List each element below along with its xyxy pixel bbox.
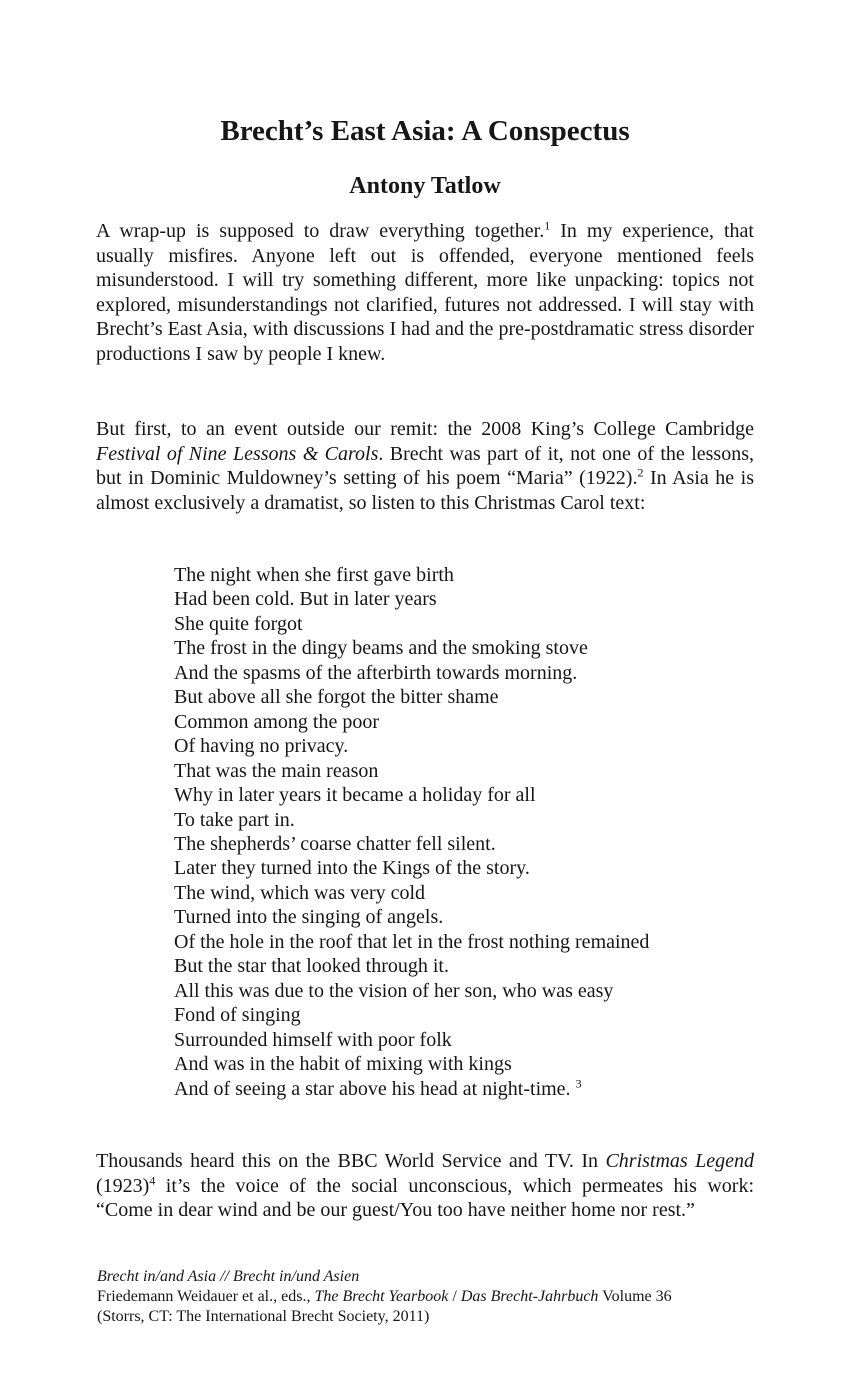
paragraph-text: it’s the voice of the social unconscious, which permeates his work: “Come in dear wind and be our guest/You too have neither home nor rest.”: [96, 1174, 754, 1222]
poem-line: Fond of singing: [174, 1004, 301, 1027]
paragraph-text: . Brecht was part of it, not one of the lessons, but in Dominic Muldowney’s setting of his poem “Maria” (1922).: [96, 442, 754, 490]
footer-yearbook-title: The Brecht Yearbook: [314, 1288, 449, 1305]
poem-line: The frost in the dingy beams and the smoking stove: [174, 637, 588, 660]
poem-line: Of the hole in the roof that let in the frost nothing remained: [174, 930, 650, 953]
poem-line: She quite forgot: [174, 612, 303, 635]
poem-line: And the spasms of the afterbirth towards morning.: [174, 661, 578, 684]
poem-line: All this was due to the vision of her son, who was easy: [174, 979, 614, 1002]
poem-block: [174, 563, 754, 1101]
footnote-marker-3: 3: [575, 1075, 582, 1090]
paragraph-carol-intro: [96, 417, 754, 515]
paragraph-text: Thousands heard this on the BBC World Service and TV. In: [96, 1150, 606, 1172]
footer-publisher-line: (Storrs, CT: The International Brecht Society, 2011): [97, 1308, 430, 1325]
poem-line-text: And of seeing a star above his head at night-time.: [174, 1077, 571, 1100]
paragraph-intro: [96, 219, 754, 367]
paragraph-christmas-legend: [96, 1149, 754, 1223]
paragraph-text: In my experience, that usually misfires. Anyone left out is offended, everyone mentioned feels misunderstood. I will try something different, more like unpacking: topics not explored, misunderstandings not clarified, futures not addressed. I will stay with Brecht’s East Asia, with discussions I had and the pre-postdramatic stress disorder productions I saw by people I knew.: [96, 220, 754, 365]
poem-line: Surrounded himself with poor folk: [174, 1028, 452, 1051]
italic-festival-title: Festival of Nine Lessons & Carols: [96, 442, 379, 465]
poem-line: But above all she forgot the bitter shame: [174, 686, 499, 709]
poem-line: The wind, which was very cold: [174, 881, 426, 904]
poem-line: And was in the habit of mixing with kings: [174, 1053, 512, 1076]
citation-footer: [97, 1267, 777, 1327]
poem-line: Turned into the singing of angels.: [174, 906, 444, 929]
poem-line: The shepherds’ coarse chatter fell silent.: [174, 832, 496, 855]
footer-text: Friedemann Weidauer et al., eds.,: [97, 1288, 315, 1305]
footnote-marker-4: 4: [149, 1172, 156, 1187]
poem-line: Had been cold. But in later years: [174, 588, 437, 611]
footer-text: Volume 36: [598, 1288, 672, 1305]
paragraph-text: (1923): [96, 1174, 150, 1197]
footer-volume-title: Brecht in/and Asia // Brecht in/und Asien: [97, 1268, 360, 1285]
footer-editors-line: [97, 1287, 777, 1307]
footer-jahrbuch-title: Das Brecht-Jahrbuch: [460, 1288, 599, 1305]
poem-line: Why in later years it became a holiday for all: [174, 784, 536, 807]
italic-poem-title: Christmas Legend: [605, 1150, 754, 1172]
article-author: Antony Tatlow: [349, 173, 501, 199]
paragraph-text: In Asia he is almost exclusively a dramatist, so listen to this Christmas Carol text:: [96, 467, 754, 514]
poem-line: That was the main reason: [174, 759, 379, 782]
poem-line: Of having no privacy.: [174, 735, 349, 758]
footnote-marker-1: 1: [544, 218, 551, 233]
footer-text: /: [448, 1288, 461, 1305]
paragraph-text: But first, to an event outside our remit: the 2008 King’s College Cambridge: [96, 418, 754, 440]
paragraph-text: A wrap-up is supposed to draw everything together.: [96, 220, 545, 242]
poem-line: Common among the poor: [174, 710, 379, 733]
poem-last-line: [174, 1077, 754, 1101]
footnote-marker-2: 2: [637, 465, 644, 480]
poem-line: To take part in.: [174, 808, 295, 831]
poem-line: But the star that looked through it.: [174, 955, 449, 978]
poem-line: Later they turned into the Kings of the story.: [174, 857, 530, 880]
article-title: Brecht’s East Asia: A Conspectus: [220, 115, 630, 147]
poem-line: The night when she first gave birth: [174, 564, 454, 586]
